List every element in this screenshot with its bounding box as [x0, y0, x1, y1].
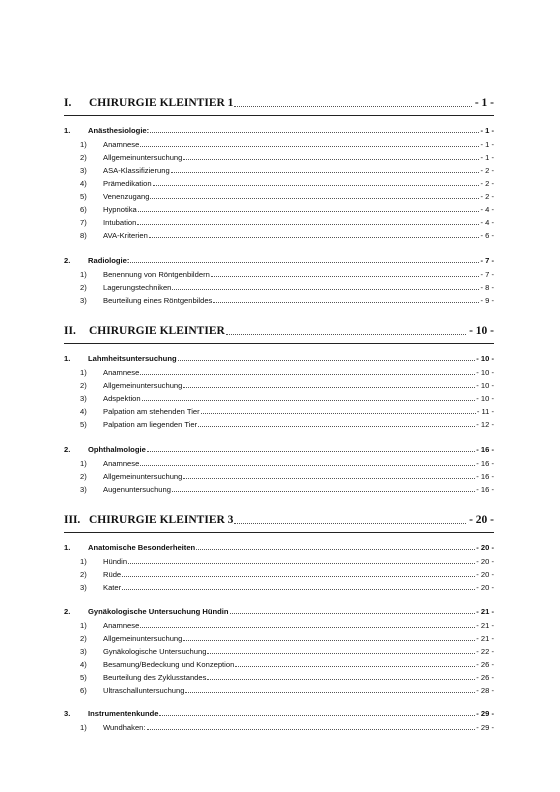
item-page: - 6 -	[480, 231, 494, 240]
chapter-number: I.	[64, 97, 72, 109]
section-number: 2.	[64, 445, 71, 454]
toc-item[interactable]	[80, 459, 494, 468]
dot-leader	[128, 563, 475, 564]
item-number: 1)	[80, 621, 87, 630]
toc-item[interactable]	[80, 368, 494, 377]
dot-leader	[142, 400, 476, 401]
item-page: - 9 -	[480, 296, 494, 305]
item-title: Benennung von Röntgenbildern	[103, 270, 210, 279]
item-title: Wundhaken:	[103, 723, 146, 732]
dot-leader	[230, 613, 476, 614]
toc-section[interactable]	[64, 445, 494, 454]
section-number: 1.	[64, 126, 71, 135]
toc-item[interactable]	[80, 647, 494, 656]
toc-item[interactable]	[80, 660, 494, 669]
toc-item[interactable]	[80, 153, 494, 162]
toc-section[interactable]	[64, 256, 494, 265]
toc-item[interactable]	[80, 231, 494, 240]
dot-leader	[183, 640, 475, 641]
item-page: - 20 -	[476, 557, 494, 566]
dot-leader	[140, 465, 475, 466]
dot-leader	[201, 413, 476, 414]
item-number: 4)	[80, 179, 87, 188]
dot-leader	[171, 172, 480, 173]
chapter-rule	[64, 532, 494, 533]
section-title: Radiologie:	[88, 256, 130, 265]
chapter-title: CHIRURGIE KLEINTIER	[89, 325, 225, 337]
item-page: - 21 -	[476, 621, 494, 630]
item-title: Allgemeinuntersuchung	[103, 381, 183, 390]
item-title: Anamnese	[103, 140, 140, 149]
item-page: - 2 -	[480, 179, 494, 188]
dot-leader	[198, 426, 475, 427]
toc-item[interactable]	[80, 270, 494, 279]
item-number: 5)	[80, 192, 87, 201]
section-page: - 21 -	[476, 607, 494, 616]
dot-leader	[211, 276, 480, 277]
item-title: Lagerungstechniken	[103, 283, 172, 292]
item-number: 4)	[80, 407, 87, 416]
dot-leader	[234, 523, 466, 524]
item-number: 1)	[80, 270, 87, 279]
chapter-number: II.	[64, 325, 76, 337]
item-number: 2)	[80, 381, 87, 390]
toc-item[interactable]	[80, 140, 494, 149]
item-number: 8)	[80, 231, 87, 240]
item-number: 6)	[80, 205, 87, 214]
item-number: 3)	[80, 296, 87, 305]
item-page: - 10 -	[476, 368, 494, 377]
dot-leader	[213, 302, 479, 303]
chapter-page: - 20 -	[469, 514, 494, 526]
item-page: - 16 -	[476, 485, 494, 494]
item-number: 3)	[80, 394, 87, 403]
chapter-number: III.	[64, 514, 81, 526]
toc-item[interactable]	[80, 394, 494, 403]
section-number: 3.	[64, 709, 71, 718]
item-title: Kater	[103, 583, 122, 592]
dot-leader	[147, 451, 475, 452]
item-page: - 8 -	[480, 283, 494, 292]
item-title: Palpation am stehenden Tier	[103, 407, 200, 416]
item-title: Venenzugang	[103, 192, 150, 201]
item-title: Allgemeinuntersuchung	[103, 634, 183, 643]
toc-item[interactable]	[80, 686, 494, 695]
section-title: Ophthalmologie	[88, 445, 146, 454]
item-page: - 1 -	[480, 140, 494, 149]
section-title: Anatomische Besonderheiten	[88, 543, 196, 552]
toc-item[interactable]	[80, 723, 494, 732]
dot-leader	[183, 478, 475, 479]
toc-item[interactable]	[80, 673, 494, 682]
section-title: Anästhesiologie:	[88, 126, 150, 135]
dot-leader	[150, 132, 479, 133]
chapter-title: CHIRURGIE KLEINTIER 3	[89, 514, 234, 526]
toc-item[interactable]	[80, 570, 494, 579]
dot-leader	[207, 653, 475, 654]
toc-item[interactable]	[80, 296, 494, 305]
toc-item[interactable]	[80, 179, 494, 188]
item-page: - 28 -	[476, 686, 494, 695]
toc-item[interactable]	[80, 166, 494, 175]
item-page: - 4 -	[480, 218, 494, 227]
item-title: Beurteilung des Zyklusstandes	[103, 673, 207, 682]
dot-leader	[226, 334, 466, 335]
toc-item[interactable]	[80, 472, 494, 481]
chapter-rule	[64, 115, 494, 116]
toc-item[interactable]	[80, 583, 494, 592]
item-number: 2)	[80, 153, 87, 162]
item-page: - 16 -	[476, 459, 494, 468]
item-number: 3)	[80, 485, 87, 494]
dot-leader	[235, 666, 475, 667]
item-title: Allgemeinuntersuchung	[103, 472, 183, 481]
toc-item[interactable]	[80, 420, 494, 429]
dot-leader	[207, 679, 475, 680]
item-number: 3)	[80, 166, 87, 175]
item-title: Prämedikation	[103, 179, 152, 188]
item-page: - 10 -	[476, 394, 494, 403]
item-title: Hündin	[103, 557, 128, 566]
item-title: Augenuntersuchung	[103, 485, 171, 494]
item-title: Beurteilung eines Röntgenbildes	[103, 296, 213, 305]
toc-item[interactable]	[80, 557, 494, 566]
toc-section[interactable]	[64, 354, 494, 363]
dot-leader	[137, 224, 479, 225]
toc-section[interactable]	[64, 607, 494, 616]
toc-item[interactable]	[80, 283, 494, 292]
toc-item[interactable]	[80, 218, 494, 227]
chapter-page: - 10 -	[469, 325, 494, 337]
item-number: 1)	[80, 557, 87, 566]
toc-chapter[interactable]	[64, 514, 494, 526]
chapter-title: CHIRURGIE KLEINTIER 1	[89, 97, 234, 109]
toc-item[interactable]	[80, 205, 494, 214]
section-page: - 29 -	[476, 709, 494, 718]
dot-leader	[149, 237, 480, 238]
item-number: 3)	[80, 647, 87, 656]
item-page: - 21 -	[476, 634, 494, 643]
item-title: Gynäkologische Untersuchung	[103, 647, 207, 656]
item-number: 7)	[80, 218, 87, 227]
dot-leader	[172, 289, 479, 290]
dot-leader	[159, 715, 475, 716]
item-title: Anamnese	[103, 459, 140, 468]
item-title: AVA-Kriterien	[103, 231, 148, 240]
item-page: - 2 -	[480, 166, 494, 175]
item-number: 1)	[80, 140, 87, 149]
item-title: Intubation	[103, 218, 137, 227]
item-number: 1)	[80, 368, 87, 377]
item-number: 5)	[80, 673, 87, 682]
dot-leader	[122, 576, 475, 577]
section-page: - 1 -	[480, 126, 494, 135]
item-page: - 20 -	[476, 570, 494, 579]
toc-item[interactable]	[80, 621, 494, 630]
item-number: 5)	[80, 420, 87, 429]
item-number: 2)	[80, 634, 87, 643]
section-title: Lahmheitsuntersuchung	[88, 354, 177, 363]
dot-leader	[172, 491, 475, 492]
item-page: - 29 -	[476, 723, 494, 732]
item-page: - 16 -	[476, 472, 494, 481]
item-title: ASA-Klassifizierung	[103, 166, 170, 175]
section-number: 1.	[64, 543, 71, 552]
item-page: - 1 -	[480, 153, 494, 162]
item-number: 1)	[80, 723, 87, 732]
section-number: 2.	[64, 607, 71, 616]
dot-leader	[153, 185, 480, 186]
item-number: 2)	[80, 283, 87, 292]
section-number: 2.	[64, 256, 71, 265]
dot-leader	[185, 692, 475, 693]
dot-leader	[140, 627, 475, 628]
section-title: Gynäkologische Untersuchung Hündin	[88, 607, 229, 616]
toc-chapter[interactable]	[64, 97, 494, 109]
toc-item[interactable]	[80, 407, 494, 416]
item-title: Anamnese	[103, 621, 140, 630]
section-page: - 10 -	[476, 354, 494, 363]
item-title: Allgemeinuntersuchung	[103, 153, 183, 162]
toc-section[interactable]	[64, 709, 494, 718]
section-title: Instrumentenkunde	[88, 709, 159, 718]
section-page: - 20 -	[476, 543, 494, 552]
dot-leader	[183, 387, 475, 388]
dot-leader	[130, 262, 479, 263]
dot-leader	[178, 360, 476, 361]
item-title: Ultraschalluntersuchung	[103, 686, 185, 695]
toc-item[interactable]	[80, 634, 494, 643]
section-page: - 7 -	[480, 256, 494, 265]
item-number: 3)	[80, 583, 87, 592]
item-page: - 10 -	[476, 381, 494, 390]
dot-leader	[183, 159, 479, 160]
item-page: - 7 -	[480, 270, 494, 279]
dot-leader	[122, 589, 475, 590]
item-page: - 20 -	[476, 583, 494, 592]
item-number: 4)	[80, 660, 87, 669]
item-page: - 11 -	[476, 407, 494, 416]
dot-leader	[196, 549, 475, 550]
dot-leader	[147, 729, 476, 730]
section-number: 1.	[64, 354, 71, 363]
section-page: - 16 -	[476, 445, 494, 454]
item-title: Palpation am liegenden Tier	[103, 420, 198, 429]
item-page: - 2 -	[480, 192, 494, 201]
item-number: 2)	[80, 570, 87, 579]
item-title: Hypnotika	[103, 205, 137, 214]
dot-leader	[150, 198, 479, 199]
item-title: Besamung/Bedeckung und Konzeption	[103, 660, 235, 669]
item-page: - 12 -	[476, 420, 494, 429]
item-page: - 26 -	[476, 673, 494, 682]
toc-item[interactable]	[80, 192, 494, 201]
item-title: Anamnese	[103, 368, 140, 377]
item-page: - 22 -	[476, 647, 494, 656]
item-page: - 4 -	[480, 205, 494, 214]
item-title: Adspektion	[103, 394, 141, 403]
dot-leader	[234, 106, 471, 107]
toc-item[interactable]	[80, 381, 494, 390]
toc-section[interactable]	[64, 543, 494, 552]
chapter-rule	[64, 343, 494, 344]
toc-section[interactable]	[64, 126, 494, 135]
dot-leader	[140, 374, 475, 375]
dot-leader	[140, 146, 479, 147]
item-title: Rüde	[103, 570, 122, 579]
toc-chapter[interactable]	[64, 325, 494, 337]
chapter-page: - 1 -	[474, 97, 494, 109]
item-page: - 26 -	[476, 660, 494, 669]
dot-leader	[138, 211, 480, 212]
item-number: 2)	[80, 472, 87, 481]
item-number: 6)	[80, 686, 87, 695]
toc-item[interactable]	[80, 485, 494, 494]
item-number: 1)	[80, 459, 87, 468]
